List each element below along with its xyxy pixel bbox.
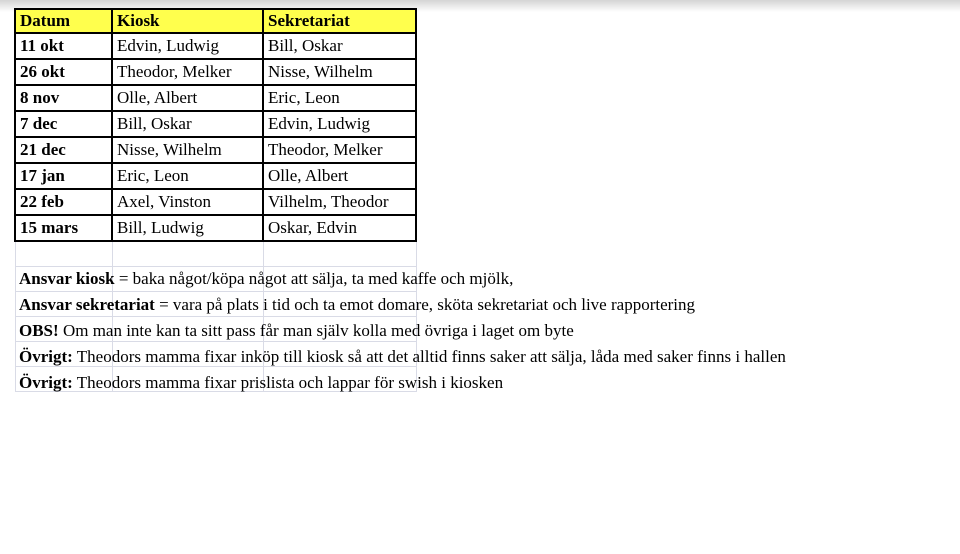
cell-kiosk: Bill, Oskar (112, 111, 263, 137)
cell-sekretariat: Olle, Albert (263, 163, 416, 189)
cell-kiosk: Edvin, Ludwig (112, 33, 263, 59)
cell-kiosk: Bill, Ludwig (112, 215, 263, 241)
note-label: Ansvar sekretariat (19, 295, 155, 314)
table-row (15, 163, 416, 189)
table-row (15, 59, 416, 85)
note-label: Övrigt: (19, 373, 73, 392)
cell-kiosk: Olle, Albert (112, 85, 263, 111)
table-row (15, 137, 416, 163)
empty-grid-row (15, 241, 416, 267)
cell-sekretariat: Edvin, Ludwig (263, 111, 416, 137)
note-text: Theodors mamma fixar inköp till kiosk så att det alltid finns saker att sälja, låda med saker finns i hallen (72, 347, 786, 366)
note-ovrigt-2 (19, 370, 786, 396)
note-text: = baka något/köpa något att sälja, ta med kaffe och mjölk, (114, 269, 514, 288)
note-text: = vara på plats i tid och ta emot domare, sköta sekretariat och live rapportering (154, 295, 696, 314)
cell-kiosk: Axel, Vinston (112, 189, 263, 215)
cell-datum: 26 okt (15, 59, 112, 85)
cell-sekretariat: Oskar, Edvin (263, 215, 416, 241)
note-text: Om man inte kan ta sitt pass får man själv kolla med övriga i laget om byte (58, 321, 574, 340)
note-text: Theodors mamma fixar prislista och lappar för swish i kiosken (72, 373, 504, 392)
cell-datum: 11 okt (15, 33, 112, 59)
cell-datum: 22 feb (15, 189, 112, 215)
cell-datum: 8 nov (15, 85, 112, 111)
cell-sekretariat: Vilhelm, Theodor (263, 189, 416, 215)
table-row (15, 189, 416, 215)
cell-datum: 15 mars (15, 215, 112, 241)
table-row (15, 215, 416, 241)
cell-kiosk: Eric, Leon (112, 163, 263, 189)
note-label: Ansvar kiosk (19, 269, 115, 288)
table-row (15, 85, 416, 111)
table-header-row (15, 9, 416, 33)
header-datum: Datum (15, 9, 112, 33)
note-ansvar-kiosk (19, 266, 786, 292)
cell-datum: 7 dec (15, 111, 112, 137)
note-ansvar-sekretariat (19, 292, 786, 318)
cell-sekretariat: Theodor, Melker (263, 137, 416, 163)
note-ovrigt-1 (19, 344, 786, 370)
header-kiosk: Kiosk (112, 9, 263, 33)
cell-sekretariat: Eric, Leon (263, 85, 416, 111)
table-row (15, 33, 416, 59)
note-obs (19, 318, 786, 344)
cell-sekretariat: Nisse, Wilhelm (263, 59, 416, 85)
header-sekretariat: Sekretariat (263, 9, 416, 33)
cell-datum: 21 dec (15, 137, 112, 163)
cell-kiosk: Theodor, Melker (112, 59, 263, 85)
cell-datum: 17 jan (15, 163, 112, 189)
note-label: OBS! (19, 321, 59, 340)
table-row (15, 111, 416, 137)
cell-kiosk: Nisse, Wilhelm (112, 137, 263, 163)
cell-sekretariat: Bill, Oskar (263, 33, 416, 59)
notes-section (19, 266, 786, 396)
note-label: Övrigt: (19, 347, 73, 366)
